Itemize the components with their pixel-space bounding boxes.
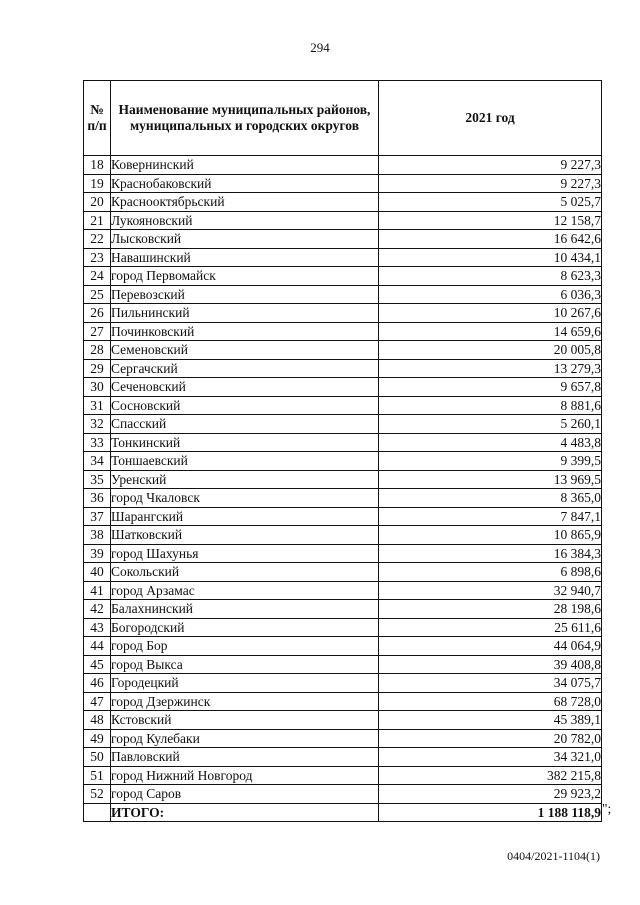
row-name: Кстовский xyxy=(111,711,379,730)
row-name: город Выкса xyxy=(111,655,379,674)
table-row xyxy=(84,637,602,656)
row-value: 9 227,3 xyxy=(379,156,602,175)
row-value: 32 940,7 xyxy=(379,581,602,600)
row-name: Краснобаковский xyxy=(111,174,379,193)
row-name: город Чкаловск xyxy=(111,489,379,508)
row-number: 29 xyxy=(84,359,111,378)
row-name: город Бор xyxy=(111,637,379,656)
row-number: 41 xyxy=(84,581,111,600)
row-value: 5 025,7 xyxy=(379,193,602,212)
row-number: 20 xyxy=(84,193,111,212)
table-row xyxy=(84,433,602,452)
row-value: 4 483,8 xyxy=(379,433,602,452)
row-value: 45 389,1 xyxy=(379,711,602,730)
table-row xyxy=(84,359,602,378)
row-value: 16 642,6 xyxy=(379,230,602,249)
row-value: 28 198,6 xyxy=(379,600,602,619)
row-value: 9 227,3 xyxy=(379,174,602,193)
table-row xyxy=(84,415,602,434)
table-row xyxy=(84,692,602,711)
row-number: 35 xyxy=(84,470,111,489)
row-value: 14 659,6 xyxy=(379,322,602,341)
header-year: 2021 год xyxy=(379,81,602,156)
row-name: Городецкий xyxy=(111,674,379,693)
table-row xyxy=(84,655,602,674)
row-number: 23 xyxy=(84,248,111,267)
row-number: 31 xyxy=(84,396,111,415)
row-value: 8 365,0 xyxy=(379,489,602,508)
row-number: 50 xyxy=(84,748,111,767)
row-value: 34 321,0 xyxy=(379,748,602,767)
header-num: № п/п xyxy=(84,81,111,156)
row-value: 34 075,7 xyxy=(379,674,602,693)
table-row xyxy=(84,729,602,748)
table-row xyxy=(84,766,602,785)
row-number: 49 xyxy=(84,729,111,748)
table-row xyxy=(84,267,602,286)
row-number: 40 xyxy=(84,563,111,582)
row-number: 34 xyxy=(84,452,111,471)
table-row xyxy=(84,470,602,489)
row-number: 30 xyxy=(84,378,111,397)
table-row xyxy=(84,452,602,471)
row-name: Перевозский xyxy=(111,285,379,304)
table-row xyxy=(84,785,602,804)
row-number: 46 xyxy=(84,674,111,693)
row-name: Шатковский xyxy=(111,526,379,545)
row-name: Лысковский xyxy=(111,230,379,249)
row-name: город Нижний Новгород xyxy=(111,766,379,785)
row-value: 7 847,1 xyxy=(379,507,602,526)
row-number: 22 xyxy=(84,230,111,249)
table-row xyxy=(84,526,602,545)
row-value: 382 215,8 xyxy=(379,766,602,785)
row-name: Сосновский xyxy=(111,396,379,415)
row-value: 20 782,0 xyxy=(379,729,602,748)
table-row xyxy=(84,285,602,304)
row-value: 16 384,3 xyxy=(379,544,602,563)
table-row xyxy=(84,378,602,397)
budget-table xyxy=(83,80,602,822)
row-name: Уренский xyxy=(111,470,379,489)
row-number: 33 xyxy=(84,433,111,452)
row-value: 13 279,3 xyxy=(379,359,602,378)
row-value: 10 267,6 xyxy=(379,304,602,323)
header-name: Наименование муниципальных районов, муниципальных и городских округов xyxy=(111,81,379,156)
row-name: город Первомайск xyxy=(111,267,379,286)
table-row xyxy=(84,174,602,193)
document-code: 0404/2021-1104(1) xyxy=(507,849,600,863)
table-row xyxy=(84,563,602,582)
table-row xyxy=(84,507,602,526)
row-number: 36 xyxy=(84,489,111,508)
row-number: 19 xyxy=(84,174,111,193)
row-name: город Дзержинск xyxy=(111,692,379,711)
table-row xyxy=(84,248,602,267)
total-row xyxy=(84,803,602,822)
row-value: 39 408,8 xyxy=(379,655,602,674)
row-name: Шарангский xyxy=(111,507,379,526)
row-name: Краснооктябрьский xyxy=(111,193,379,212)
table-row xyxy=(84,156,602,175)
row-value: 13 969,5 xyxy=(379,470,602,489)
row-number: 37 xyxy=(84,507,111,526)
row-value: 9 399,5 xyxy=(379,452,602,471)
table-row xyxy=(84,489,602,508)
row-name: Лукояновский xyxy=(111,211,379,230)
row-name: город Кулебаки xyxy=(111,729,379,748)
row-number: 25 xyxy=(84,285,111,304)
row-number: 42 xyxy=(84,600,111,619)
row-number: 45 xyxy=(84,655,111,674)
row-value: 10 434,1 xyxy=(379,248,602,267)
row-value: 8 623,3 xyxy=(379,267,602,286)
row-value: 68 728,0 xyxy=(379,692,602,711)
row-value: 12 158,7 xyxy=(379,211,602,230)
row-name: город Саров xyxy=(111,785,379,804)
row-value: 25 611,6 xyxy=(379,618,602,637)
table-row xyxy=(84,322,602,341)
table-row xyxy=(84,230,602,249)
row-name: Спасский xyxy=(111,415,379,434)
table-row xyxy=(84,396,602,415)
table-row xyxy=(84,618,602,637)
total-num xyxy=(84,803,111,822)
total-value: 1 188 118,9 xyxy=(379,803,602,822)
row-name: Тонкинский xyxy=(111,433,379,452)
row-value: 5 260,1 xyxy=(379,415,602,434)
table-row xyxy=(84,211,602,230)
row-number: 28 xyxy=(84,341,111,360)
row-value: 6 898,6 xyxy=(379,563,602,582)
row-name: Павловский xyxy=(111,748,379,767)
row-name: Семеновский xyxy=(111,341,379,360)
row-name: город Шахунья xyxy=(111,544,379,563)
row-number: 44 xyxy=(84,637,111,656)
row-number: 51 xyxy=(84,766,111,785)
table-row xyxy=(84,674,602,693)
row-name: Ковернинский xyxy=(111,156,379,175)
table-header-row xyxy=(84,81,602,156)
row-name: Балахнинский xyxy=(111,600,379,619)
row-number: 43 xyxy=(84,618,111,637)
row-number: 32 xyxy=(84,415,111,434)
row-number: 26 xyxy=(84,304,111,323)
row-number: 39 xyxy=(84,544,111,563)
closing-quote: "; xyxy=(602,801,612,816)
row-number: 21 xyxy=(84,211,111,230)
row-name: Сеченовский xyxy=(111,378,379,397)
row-number: 52 xyxy=(84,785,111,804)
row-name: Пильнинский xyxy=(111,304,379,323)
row-number: 18 xyxy=(84,156,111,175)
row-name: Тоншаевский xyxy=(111,452,379,471)
row-value: 10 865,9 xyxy=(379,526,602,545)
row-number: 47 xyxy=(84,692,111,711)
row-name: Сокольский xyxy=(111,563,379,582)
table-row xyxy=(84,544,602,563)
row-name: Навашинский xyxy=(111,248,379,267)
table-row xyxy=(84,748,602,767)
table-row xyxy=(84,341,602,360)
table-row xyxy=(84,193,602,212)
row-value: 20 005,8 xyxy=(379,341,602,360)
table-row xyxy=(84,581,602,600)
row-number: 38 xyxy=(84,526,111,545)
row-number: 27 xyxy=(84,322,111,341)
row-number: 48 xyxy=(84,711,111,730)
table-body xyxy=(84,156,602,804)
row-value: 44 064,9 xyxy=(379,637,602,656)
row-value: 9 657,8 xyxy=(379,378,602,397)
row-value: 29 923,2 xyxy=(379,785,602,804)
table-row xyxy=(84,304,602,323)
row-name: Сергачский xyxy=(111,359,379,378)
row-value: 8 881,6 xyxy=(379,396,602,415)
table-row xyxy=(84,600,602,619)
row-name: Починковский xyxy=(111,322,379,341)
page-number: 294 xyxy=(310,40,330,55)
row-value: 6 036,3 xyxy=(379,285,602,304)
row-name: Богородский xyxy=(111,618,379,637)
row-name: город Арзамас xyxy=(111,581,379,600)
row-number: 24 xyxy=(84,267,111,286)
total-label: ИТОГО: xyxy=(111,803,379,822)
table-row xyxy=(84,711,602,730)
